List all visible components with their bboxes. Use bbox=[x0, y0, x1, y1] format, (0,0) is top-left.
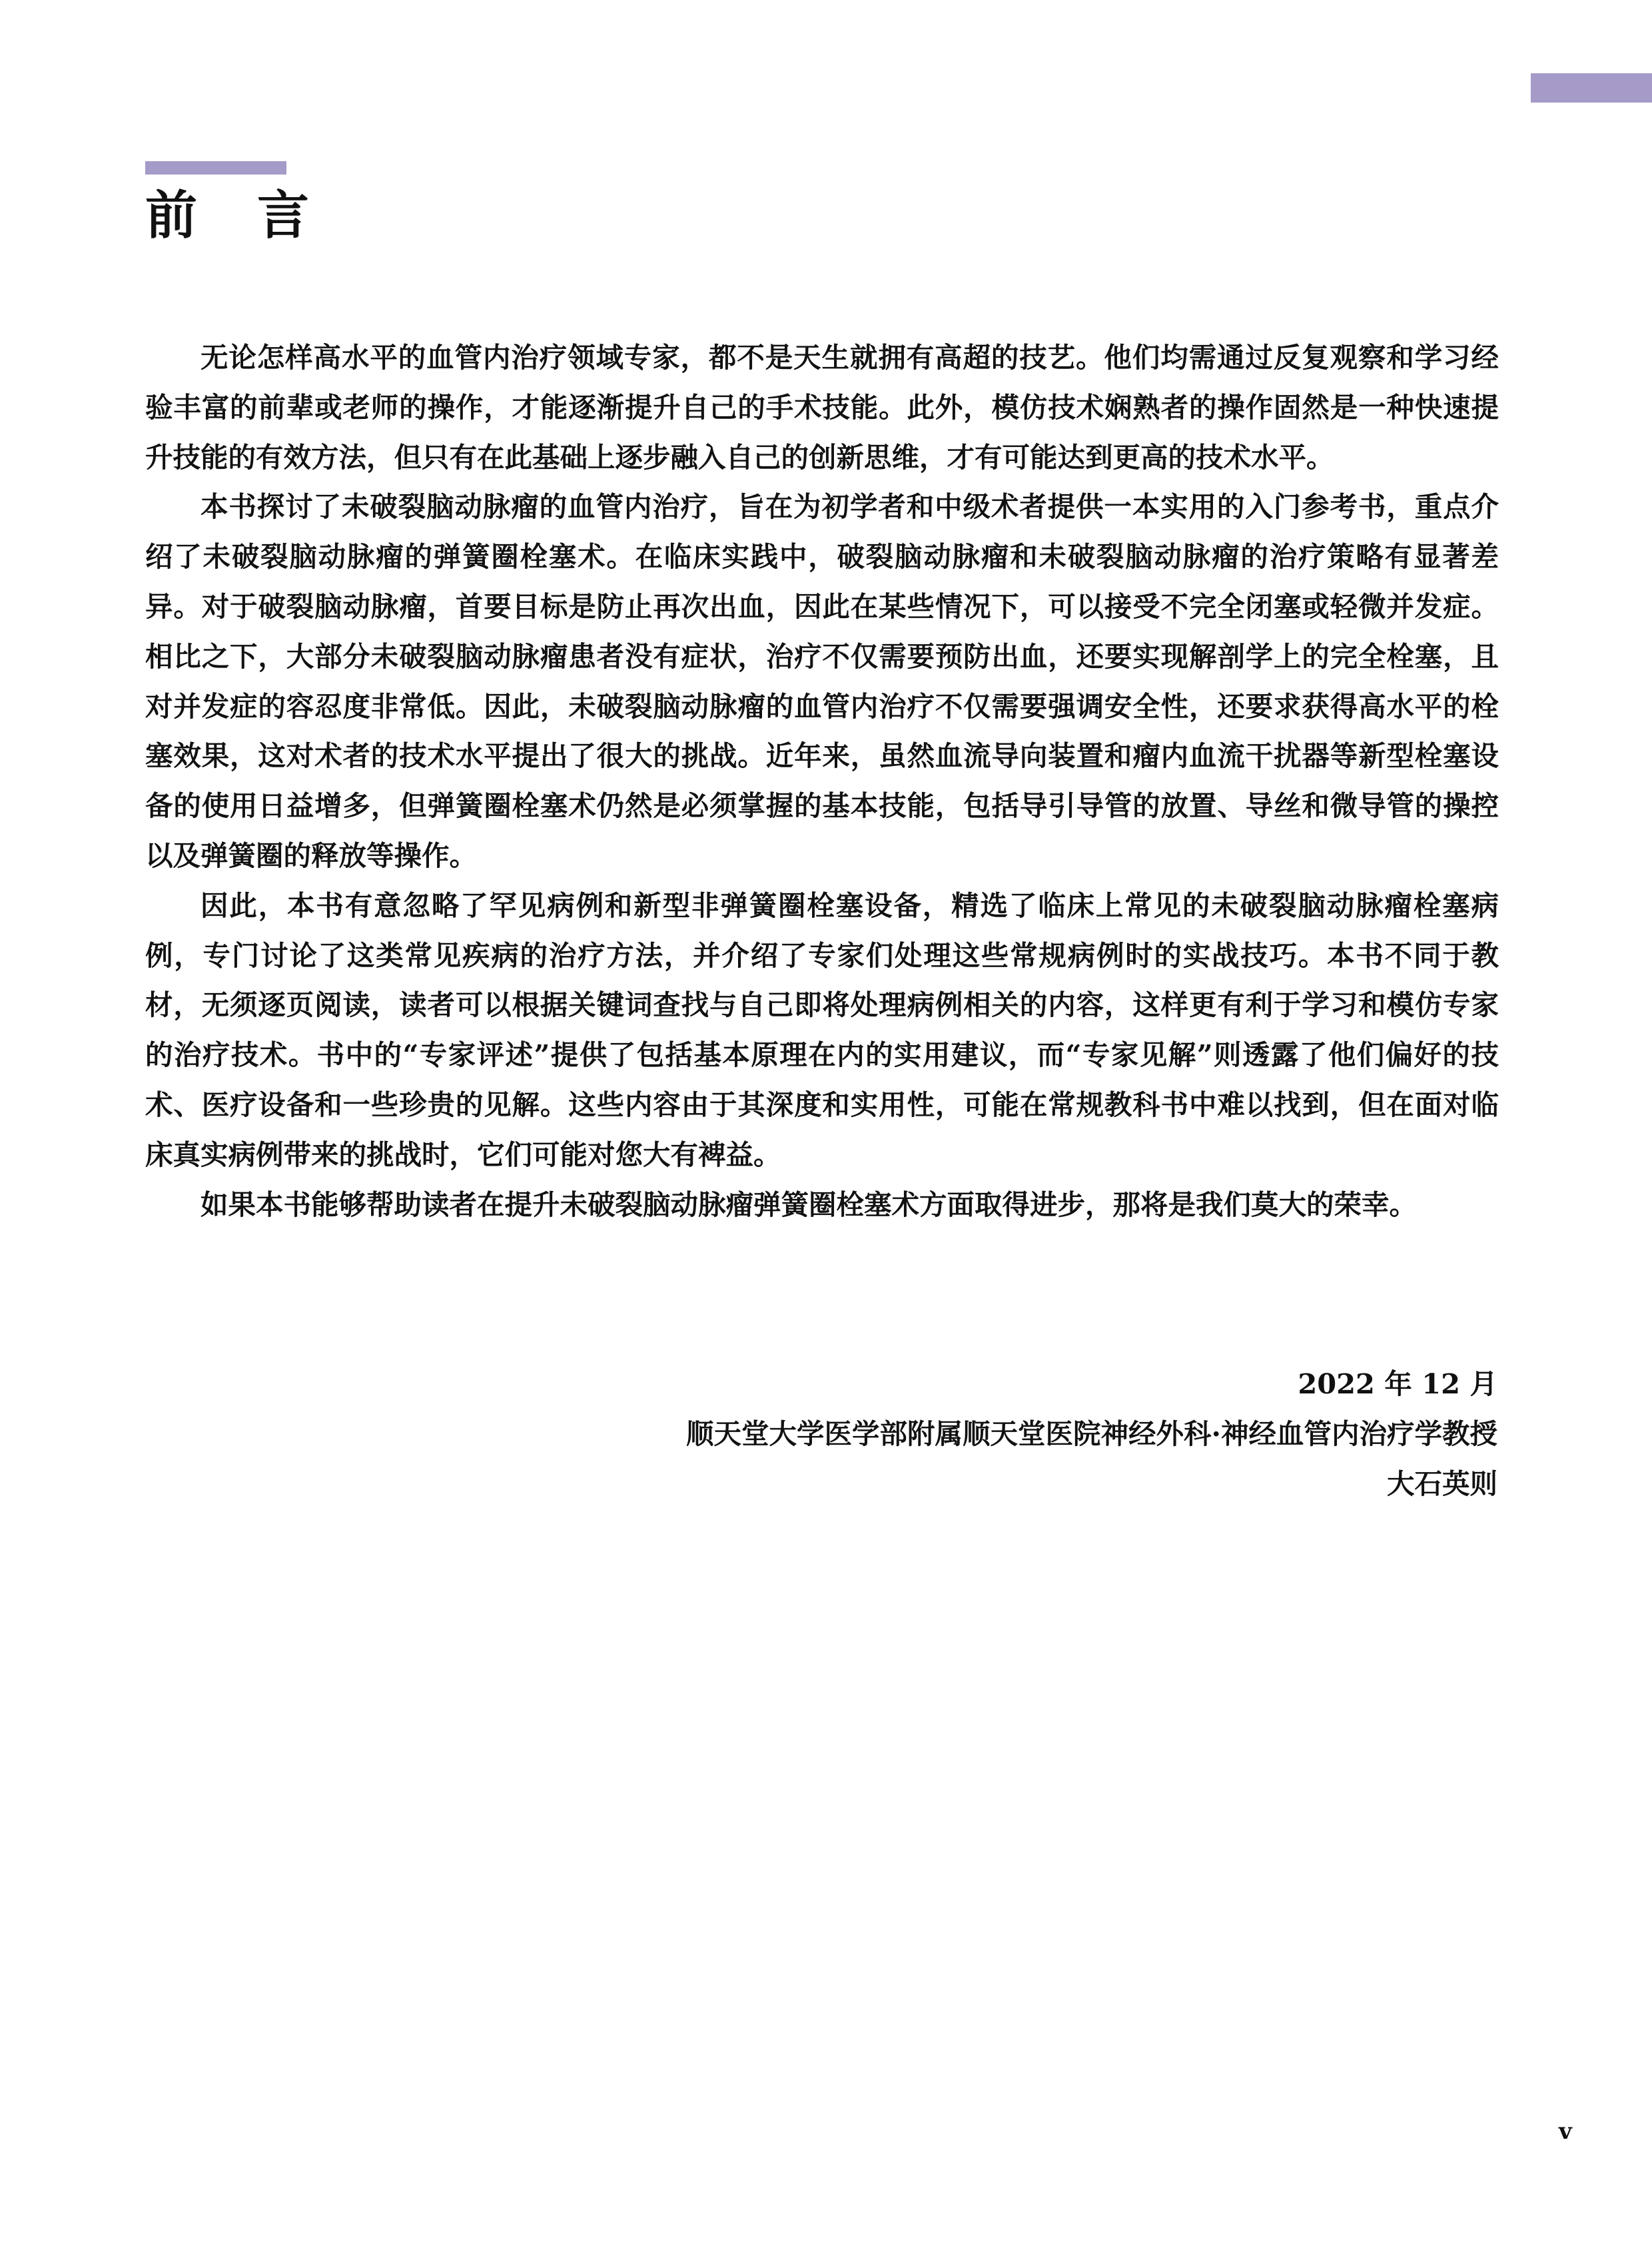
signature-block bbox=[686, 1359, 1497, 1509]
signature-affiliation: 顺天堂大学医学部附属顺天堂医院神经外科·神经血管内治疗学教授 bbox=[686, 1417, 1497, 1450]
paragraph-3: 因此，本书有意忽略了罕见病例和新型非弹簧圈栓塞设备，精选了临床上常见的未破裂脑动脉瘤栓塞病例，专门讨论了这类常见疾病的治疗方法，并介绍了专家们处理这些常规病例时的实战技巧。本书不同于教材，无须逐页阅读，读者可以根据关键词查找与自己即将处理病例相关的内容，这样更有利于学习和模仿专家的治疗技术。书中的“专家评述”提供了包括基本原理在内的实用建议，而“专家见解”则透露了他们偏好的技术、医疗设备和一些珍贵的见解。这些内容由于其深度和实用性，可能在常规教科书中难以找到，但在面对临床真实病例带来的挑战时，它们可能对您大有裨益。 bbox=[145, 889, 1499, 1171]
paragraph-2: 本书探讨了未破裂脑动脉瘤的血管内治疗，旨在为初学者和中级术者提供一本实用的入门参考书，重点介绍了未破裂脑动脉瘤的弹簧圈栓塞术。在临床实践中，破裂脑动脉瘤和未破裂脑动脉瘤的治疗策略有显著差异。对于破裂脑动脉瘤，首要目标是防止再次出血，因此在某些情况下，可以接受不完全闭塞或轻微并发症。相比之下，大部分未破裂脑动脉瘤患者没有症状，治疗不仅需要预防出血，还要实现解剖学上的完全栓塞，且对并发症的容忍度非常低。因此，未破裂脑动脉瘤的血管内治疗不仅需要强调安全性，还要求获得高水平的栓塞效果，这对术者的技术水平提出了很大的挑战。近年来，虽然血流导向装置和瘤内血流干扰器等新型栓塞设备的使用日益增多，但弹簧圈栓塞术仍然是必须掌握的基本技能，包括导引导管的放置、导丝和微导管的操控以及弹簧圈的释放等操作。 bbox=[145, 490, 1499, 872]
signature-author: 大石英则 bbox=[1386, 1467, 1497, 1500]
page-number: v bbox=[1559, 2118, 1572, 2145]
page-title: 前言 bbox=[145, 185, 370, 246]
heading-accent-bar bbox=[145, 161, 286, 175]
corner-tab-marker bbox=[1531, 73, 1652, 103]
preface-body bbox=[145, 333, 1499, 1230]
paragraph-1: 无论怎样高水平的血管内治疗领域专家，都不是天生就拥有高超的技艺。他们均需通过反复观察和学习经验丰富的前辈或老师的操作，才能逐渐提升自己的手术技能。此外，模仿技术娴熟者的操作固然是一种快速提升技能的有效方法，但只有在此基础上逐步融入自己的创新思维，才有可能达到更高的技术水平。 bbox=[145, 341, 1499, 474]
paragraph-4: 如果本书能够帮助读者在提升未破裂脑动脉瘤弹簧圈栓塞术方面取得进步，那将是我们莫大的荣幸。 bbox=[201, 1188, 1418, 1221]
signature-date: 2022 年 12 月 bbox=[1298, 1367, 1497, 1400]
